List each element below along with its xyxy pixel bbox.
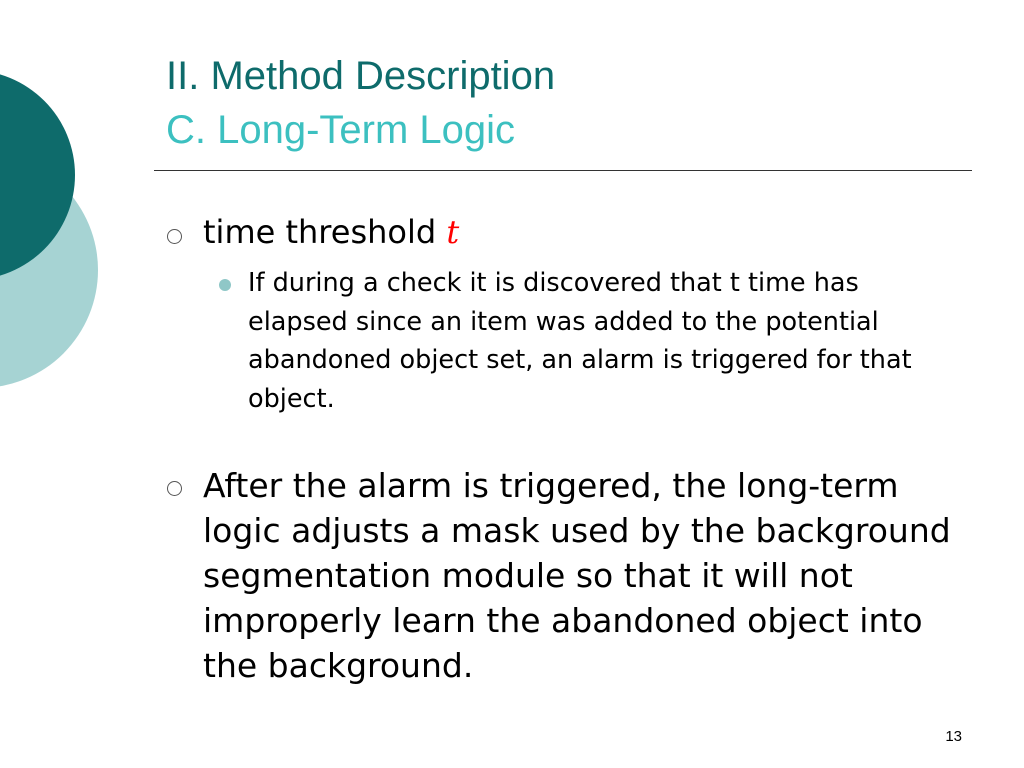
bullet-time-threshold [203, 210, 973, 255]
bullet-after-alarm: After the alarm is triggered, the long-term logic adjusts a mask used by the background segmentation module so that it will not improperly learn the abandoned object into the background. [203, 466, 951, 685]
hollow-circle-bullet-icon [167, 229, 182, 244]
slide-subtitle: C. Long-Term Logic [166, 108, 516, 152]
sub-bullet-alarm-condition: If during a check it is discovered that t time has elapsed since an item was added to the potential abandoned object set, an alarm is triggered for that object. [248, 268, 912, 414]
hollow-circle-bullet-icon [167, 481, 182, 496]
page-number: 13 [945, 728, 962, 745]
bullet-label: time threshold [203, 213, 447, 251]
title-divider [154, 170, 972, 171]
decorative-circles [0, 0, 110, 400]
variable-t: t [446, 213, 460, 251]
slide-title: II. Method Description [166, 54, 556, 98]
filled-dot-bullet-icon [219, 279, 231, 291]
